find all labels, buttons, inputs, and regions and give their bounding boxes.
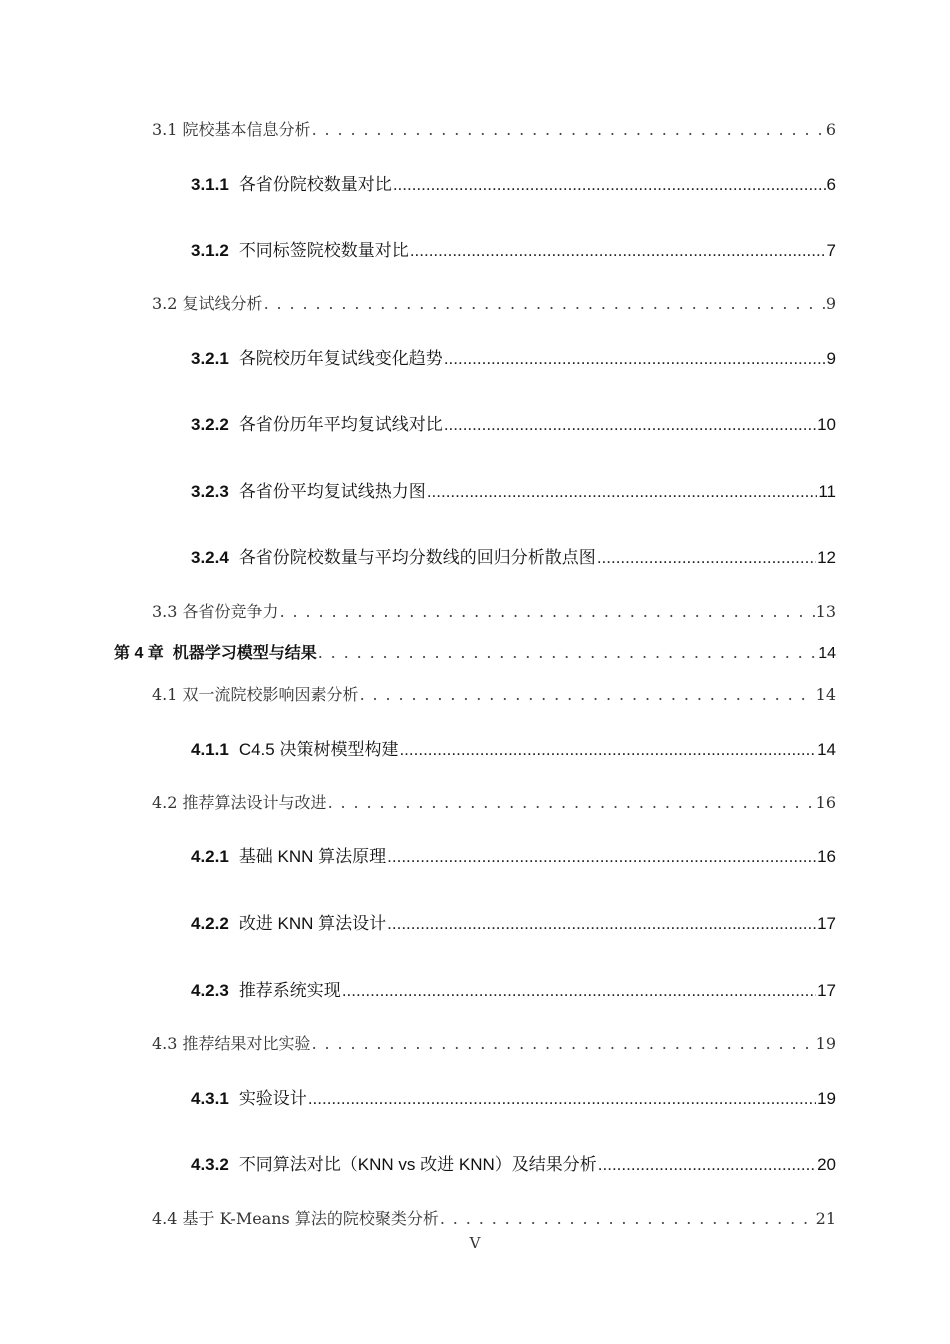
toc-entry[interactable] <box>191 477 836 502</box>
dot-leader <box>440 1209 815 1228</box>
toc-page-number: 13 <box>815 602 836 621</box>
toc-entry-title: 4.3 推荐结果对比实验 <box>152 1034 311 1053</box>
toc-entry-title: 3.2 复试线分析 <box>152 294 263 313</box>
toc-page-number: 11 <box>818 482 836 501</box>
toc-page-number: 19 <box>817 1089 836 1108</box>
toc-entry[interactable] <box>191 842 836 867</box>
toc-entry-title: 4.2.2 改进 KNN 算法设计 <box>191 914 387 933</box>
dot-leader <box>393 175 826 195</box>
dot-leader <box>280 602 815 621</box>
toc-entry-title: 3.1.2 不同标签院校数量对比 <box>191 241 409 260</box>
toc-entry-title: 4.3.1 实验设计 <box>191 1089 307 1108</box>
toc-entry[interactable] <box>191 170 836 195</box>
toc-entry-title: 第 4 章 机器学习模型与结果 <box>114 645 317 662</box>
dot-leader <box>328 793 815 812</box>
toc-entry-title: 3.2.3 各省份平均复试线热力图 <box>191 482 426 501</box>
dot-leader <box>399 740 816 760</box>
dot-leader <box>342 981 816 1001</box>
toc-page-number: 14 <box>817 740 836 759</box>
dot-leader <box>264 294 825 313</box>
toc-entry[interactable] <box>152 1206 836 1229</box>
toc-entry[interactable] <box>191 1150 836 1175</box>
toc-entry[interactable] <box>191 344 836 369</box>
toc-page-number: 9 <box>826 349 836 368</box>
toc-entry-title: 4.2 推荐算法设计与改进 <box>152 793 327 812</box>
toc-entry[interactable] <box>191 1084 836 1109</box>
toc-entry[interactable] <box>152 291 836 314</box>
toc-entry-title: 4.1 双一流院校影响因素分析 <box>152 685 359 704</box>
toc-entry-title: 4.4 基于 K-Means 算法的院校聚类分析 <box>152 1209 439 1228</box>
toc-entry-title: 3.3 各省份竞争力 <box>152 602 279 621</box>
dot-leader <box>444 349 826 369</box>
toc-page-number: 7 <box>826 241 836 260</box>
toc-page-number: 16 <box>817 847 836 866</box>
toc-entry[interactable] <box>152 1031 836 1054</box>
toc-entry-title: 4.3.2 不同算法对比（KNN vs 改进 KNN）及结果分析 <box>191 1155 597 1174</box>
toc-entry-title: 4.2.3 推荐系统实现 <box>191 981 341 1000</box>
toc-page-number: 12 <box>817 548 836 567</box>
toc-entry[interactable] <box>191 410 836 435</box>
toc-entry[interactable] <box>191 236 836 261</box>
toc-page-number: 17 <box>817 914 836 933</box>
toc-page-number: 6 <box>825 120 836 139</box>
toc-page-number: 10 <box>817 415 836 434</box>
toc-page-number: 16 <box>815 793 836 812</box>
toc-page-number: 21 <box>815 1209 836 1228</box>
toc-entry-title: 3.1 院校基本信息分析 <box>152 120 311 139</box>
dot-leader <box>387 914 816 934</box>
toc-entry[interactable] <box>152 117 836 140</box>
toc-page-number: 20 <box>817 1155 836 1174</box>
toc-page-number: 19 <box>815 1034 836 1053</box>
dot-leader <box>312 1034 815 1053</box>
dot-leader <box>410 241 826 261</box>
toc-entry[interactable] <box>191 735 836 760</box>
dot-leader <box>308 1089 816 1109</box>
toc-entry[interactable] <box>152 682 836 705</box>
toc-entry-title: 4.1.1 C4.5 决策树模型构建 <box>191 740 399 759</box>
dot-leader <box>598 1155 816 1175</box>
page-footer-number: V <box>469 1234 481 1252</box>
toc-page-number: 6 <box>826 175 836 194</box>
toc-entry-title: 3.2.4 各省份院校数量与平均分数线的回归分析散点图 <box>191 548 596 567</box>
toc-entry-title: 3.1.1 各省份院校数量对比 <box>191 175 392 194</box>
toc-entry-title: 3.2.1 各院校历年复试线变化趋势 <box>191 349 443 368</box>
toc-entry[interactable] <box>191 909 836 934</box>
dot-leader <box>597 548 816 568</box>
dot-leader <box>427 482 818 502</box>
toc-entry-title: 4.2.1 基础 KNN 算法原理 <box>191 847 387 866</box>
dot-leader <box>360 685 815 704</box>
dot-leader <box>387 847 816 867</box>
toc-entry-title: 3.2.2 各省份历年平均复试线对比 <box>191 415 443 434</box>
dot-leader <box>444 415 816 435</box>
toc-page-number: 17 <box>817 981 836 1000</box>
toc-chapter-entry[interactable] <box>114 640 836 663</box>
toc-page-number: 14 <box>815 685 836 704</box>
toc-page-number: 9 <box>825 294 836 313</box>
toc-entry[interactable] <box>152 599 836 622</box>
toc-entry[interactable] <box>191 976 836 1001</box>
dot-leader <box>318 643 818 663</box>
toc-entry[interactable] <box>152 790 836 813</box>
toc-entry[interactable] <box>191 543 836 568</box>
dot-leader <box>312 120 825 139</box>
toc-page-number: 14 <box>818 645 836 662</box>
